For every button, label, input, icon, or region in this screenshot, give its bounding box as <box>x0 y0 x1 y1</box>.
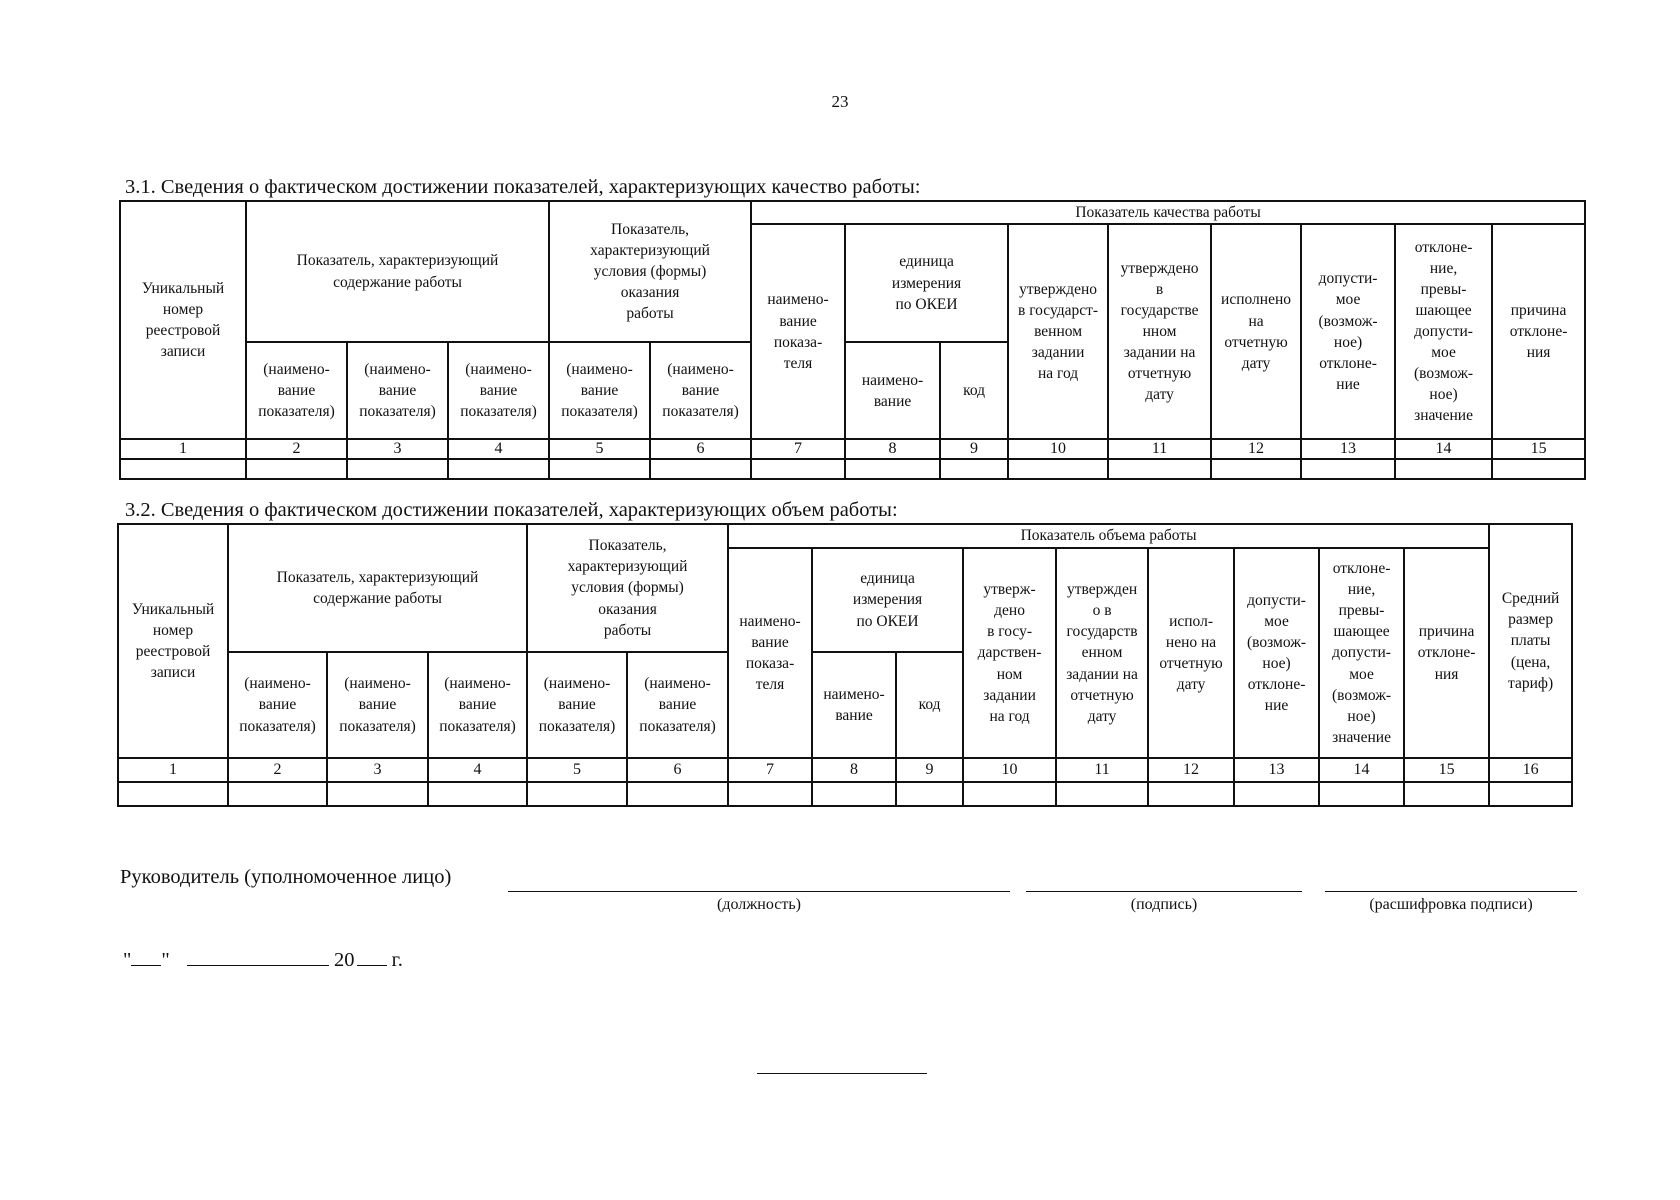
column-number: 11 <box>1056 758 1148 782</box>
column-number: 12 <box>1148 758 1234 782</box>
empty-cell <box>448 459 549 479</box>
column-number: 5 <box>549 439 650 459</box>
empty-cell <box>120 459 246 479</box>
column-number: 15 <box>1404 758 1489 782</box>
empty-cell <box>845 459 940 479</box>
conditions-indicator-name-2: (наимено- вание показателя) <box>627 652 728 758</box>
signature-caption: (подпись) <box>1130 896 1198 913</box>
okei-unit-header: единица измерения по ОКЕИ <box>845 224 1008 342</box>
column-number: 1 <box>118 758 228 782</box>
signature-field-line[interactable] <box>1026 891 1302 892</box>
decoding-field-line[interactable] <box>1325 891 1577 892</box>
empty-cell <box>228 782 327 806</box>
content-indicator-header: Показатель, характеризующий содержание работы <box>246 201 549 342</box>
empty-cell <box>246 459 347 479</box>
indicator-name-header: наимено- вание показа- теля <box>751 224 845 439</box>
conditions-indicator-name-1: (наимено- вание показателя) <box>549 342 650 439</box>
column-number: 13 <box>1301 439 1395 459</box>
page-number: 23 <box>831 92 849 111</box>
unit-name-header: наимено- вание <box>845 342 940 439</box>
table-row <box>118 782 1572 806</box>
content-indicator-name-3: (наимено- вание показателя) <box>428 652 527 758</box>
empty-cell <box>527 782 627 806</box>
unit-code-header: код <box>940 342 1008 439</box>
empty-cell <box>627 782 728 806</box>
column-number: 10 <box>963 758 1056 782</box>
column-number: 1 <box>120 439 246 459</box>
column-number: 14 <box>1395 439 1492 459</box>
quality-indicator-group-header: Показатель качества работы <box>751 201 1585 224</box>
column-number: 16 <box>1489 758 1572 782</box>
section-2-heading: 3.2. Сведения о фактическом достижении показателей, характеризующих объем работы: <box>125 499 898 521</box>
column-number: 2 <box>228 758 327 782</box>
empty-cell <box>650 459 751 479</box>
column-number: 2 <box>246 439 347 459</box>
month-field[interactable] <box>187 945 329 966</box>
day-field[interactable] <box>131 945 161 966</box>
allowed-deviation-header: допусти- мое (возмож- ное) отклоне- ние <box>1234 548 1319 758</box>
column-number: 10 <box>1008 439 1108 459</box>
empty-cell <box>1234 782 1319 806</box>
column-number: 12 <box>1211 439 1301 459</box>
empty-cell <box>896 782 963 806</box>
column-number: 3 <box>347 439 448 459</box>
content-indicator-name-2: (наимено- вание показателя) <box>347 342 448 439</box>
column-number: 14 <box>1319 758 1404 782</box>
quality-table <box>119 200 1586 480</box>
closing-divider <box>757 1073 927 1074</box>
approved-year-header: утверждено в государст- венном задании на год <box>1008 224 1108 439</box>
registry-number-header: Уникальный номер реестровой записи <box>120 201 246 439</box>
date-quote-close: " <box>161 949 170 971</box>
empty-cell <box>1056 782 1148 806</box>
empty-cell <box>1108 459 1211 479</box>
approved-year-header: утверж- дено в госу- дарствен- ном задании на год <box>963 548 1056 758</box>
content-indicator-name-1: (наимено- вание показателя) <box>246 342 347 439</box>
volume-table <box>117 523 1573 807</box>
deviation-reason-header: причина отклоне- ния <box>1492 224 1585 439</box>
content-indicator-header: Показатель, характеризующий содержание работы <box>228 524 527 652</box>
empty-cell <box>1008 459 1108 479</box>
column-number: 9 <box>940 439 1008 459</box>
approved-report-date-header: утвержден о в государств енном задании на отчетную дату <box>1056 548 1148 758</box>
section-1-heading: 3.1. Сведения о фактическом достижении показателей, характеризующих качество работы: <box>125 176 921 198</box>
okei-unit-header: единица измерения по ОКЕИ <box>812 548 963 652</box>
content-indicator-name-2: (наимено- вание показателя) <box>327 652 428 758</box>
exceeding-deviation-header: отклоне- ние, превы- шающее допусти- мое (возмож- ное) значение <box>1319 548 1404 758</box>
empty-cell <box>1492 459 1585 479</box>
deviation-reason-header: причина отклоне- ния <box>1404 548 1489 758</box>
column-number: 3 <box>327 758 428 782</box>
empty-cell <box>549 459 650 479</box>
conditions-indicator-name-2: (наимено- вание показателя) <box>650 342 751 439</box>
year-prefix: 20 <box>334 949 355 971</box>
position-field-line[interactable] <box>508 891 1010 892</box>
empty-cell <box>1148 782 1234 806</box>
empty-cell <box>1301 459 1395 479</box>
allowed-deviation-header: допусти- мое (возмож- ное) отклоне- ние <box>1301 224 1395 439</box>
conditions-indicator-header: Показатель, характеризующий условия (формы) оказания работы <box>549 201 751 342</box>
empty-cell <box>751 459 845 479</box>
column-number: 4 <box>428 758 527 782</box>
empty-cell <box>1395 459 1492 479</box>
signatory-label: Руководитель (уполномоченное лицо) <box>120 866 452 888</box>
column-number: 15 <box>1492 439 1585 459</box>
empty-cell <box>327 782 428 806</box>
empty-cell <box>963 782 1056 806</box>
exceeding-deviation-header: отклоне- ние, превы- шающее допусти- мое (возмож- ное) значение <box>1395 224 1492 439</box>
table-row <box>120 459 1585 479</box>
year-field[interactable] <box>357 945 387 966</box>
unit-name-header: наимено- вание <box>812 652 896 758</box>
column-number: 7 <box>751 439 845 459</box>
column-number: 4 <box>448 439 549 459</box>
empty-cell <box>728 782 812 806</box>
empty-cell <box>940 459 1008 479</box>
content-indicator-name-1: (наимено- вание показателя) <box>228 652 327 758</box>
decoding-caption: (расшифровка подписи) <box>1369 896 1533 913</box>
executed-header: исполнено на отчетную дату <box>1211 224 1301 439</box>
empty-cell <box>1211 459 1301 479</box>
date-quote-open: " <box>123 949 132 971</box>
column-number: 8 <box>845 439 940 459</box>
empty-cell <box>1489 782 1572 806</box>
content-indicator-name-3: (наимено- вание показателя) <box>448 342 549 439</box>
column-number: 9 <box>896 758 963 782</box>
executed-header: испол- нено на отчетную дату <box>1148 548 1234 758</box>
position-caption: (должность) <box>717 896 801 913</box>
column-number: 11 <box>1108 439 1211 459</box>
conditions-indicator-header: Показатель, характеризующий условия (формы) оказания работы <box>527 524 728 652</box>
column-number: 5 <box>527 758 627 782</box>
volume-indicator-group-header: Показатель объема работы <box>728 524 1489 548</box>
empty-cell <box>812 782 896 806</box>
empty-cell <box>428 782 527 806</box>
date-line <box>123 945 403 972</box>
column-number: 7 <box>728 758 812 782</box>
column-number: 6 <box>627 758 728 782</box>
indicator-name-header: наимено- вание показа- теля <box>728 548 812 758</box>
empty-cell <box>118 782 228 806</box>
approved-report-date-header: утверждено в государстве нном задании на отчетную дату <box>1108 224 1211 439</box>
column-number: 13 <box>1234 758 1319 782</box>
column-number: 8 <box>812 758 896 782</box>
registry-number-header: Уникальный номер реестровой записи <box>118 524 228 758</box>
average-price-header: Средний размер платы (цена, тариф) <box>1489 524 1572 758</box>
column-number: 6 <box>650 439 751 459</box>
empty-cell <box>1404 782 1489 806</box>
empty-cell <box>1319 782 1404 806</box>
unit-code-header: код <box>896 652 963 758</box>
year-suffix: г. <box>391 949 403 971</box>
empty-cell <box>347 459 448 479</box>
conditions-indicator-name-1: (наимено- вание показателя) <box>527 652 627 758</box>
